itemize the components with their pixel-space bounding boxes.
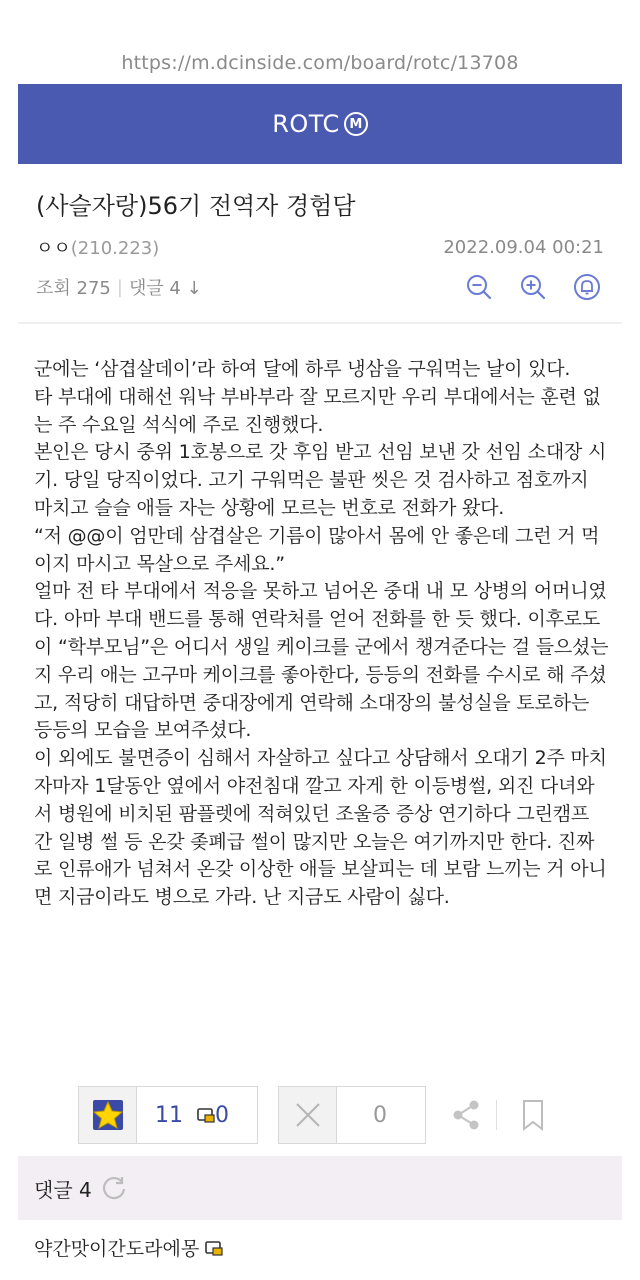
- x-icon[interactable]: [292, 1099, 324, 1131]
- comment-author[interactable]: 약간맛이간도라에몽: [34, 1238, 200, 1260]
- view-count: 조회 275: [36, 278, 111, 299]
- comment-count[interactable]: 댓글 4: [128, 278, 181, 299]
- body-paragraph: 타 부대에 대해선 워낙 부바부라 잘 모르지만 우리 부대에서는 훈련 없는 주 수요일 석식에 주로 진행했다.: [34, 385, 601, 436]
- comment-item: [34, 1234, 223, 1261]
- star-icon[interactable]: [89, 1096, 127, 1134]
- gallery-icon: [197, 1107, 215, 1123]
- author-info[interactable]: [36, 234, 159, 260]
- action-separator: [496, 1100, 497, 1130]
- refresh-icon[interactable]: [100, 1174, 128, 1202]
- recommend-count: 11: [155, 1102, 183, 1128]
- comments-count-label: 댓글 4: [34, 1177, 92, 1202]
- jump-to-comments-link[interactable]: [129, 274, 202, 300]
- url-text[interactable]: https://m.dcinside.com/board/rotc/13708: [121, 52, 519, 74]
- bookmark-icon[interactable]: [520, 1098, 546, 1136]
- share-icon[interactable]: [450, 1098, 482, 1136]
- author-nickname[interactable]: ㅇㅇ: [36, 238, 71, 259]
- header-divider: [18, 322, 622, 324]
- post-actions: [78, 1086, 618, 1146]
- down-arrow-icon[interactable]: ↓: [186, 278, 202, 299]
- nonrecommend-box: [278, 1086, 426, 1144]
- recommend-box: [78, 1086, 258, 1144]
- body-paragraph: 얼마 전 타 부대에서 적응을 못하고 넘어온 중대 내 모 상병의 어머니였다. 아마 부대 밴드를 통해 연락처를 얻어 전화를 한 듯 했다. 이후로도 이 “학부모님”은 어디서 생일 케이크를 군에서 챙겨준다는 걸 들으셨는지 우리 애는 고구마 케이크를 좋아한다, 등등의 전화를 수시로 해 주셨고, 적당히 대답하면 중대장에게 연락해 소대장의 불성실을 토로하는 등등의 모습을 보여주셨다.: [34, 580, 609, 742]
- body-paragraph: 이 외에도 불면증이 심해서 자살하고 싶다고 상담해서 오대기 2주 마치자마자 1달동안 옆에서 야전침대 깔고 자게 한 이등병썰, 외진 다녀와서 병원에 비치된 팜플렛에 적혀있던 조울증 증상 연기하다 그린캠프 간 일병 썰 등 온갖 좆폐급 썰이 많지만 오늘은 여기까지만 한다. 진짜로 인류애가 넘쳐서 온갖 이상한 애들 보살피는 데 보람 느끼는 거 아니면 지금이라도 병으로 가라. 난 지금도 사람이 싫다.: [34, 747, 607, 909]
- gallery-icon: [205, 1240, 223, 1256]
- gallery-name[interactable]: ROTC: [272, 110, 340, 138]
- minor-gallery-badge: M: [344, 112, 368, 136]
- alert-bell-icon[interactable]: [570, 270, 604, 304]
- comments-header: [18, 1156, 622, 1220]
- body-paragraph: “저 @@이 엄만데 삼겹살은 기름이 많아서 몸에 안 좋은데 그런 거 먹이지 마시고 목살으로 주세요.”: [34, 524, 600, 575]
- post-date: 2022.09.04 00:21: [443, 236, 604, 258]
- url-bar[interactable]: [0, 0, 640, 84]
- post-title: (사슬자랑)56기 전역자 경험담: [36, 192, 356, 220]
- stats-separator: |: [116, 276, 123, 298]
- fixed-recommend-count: 0: [215, 1102, 229, 1128]
- body-paragraph: 본인은 당시 중위 1호봉으로 갓 후임 받고 선임 보낸 갓 선임 소대장 시기. 당일 당직이었다. 고기 구워먹은 불판 씻은 것 검사하고 점호까지 마치고 슬슬 애들 자는 상황에 모르는 번호로 전화가 왔다.: [34, 441, 607, 519]
- zoom-in-icon[interactable]: [516, 270, 550, 304]
- post-meta: [36, 234, 604, 260]
- author-ip: (210.223): [70, 238, 160, 259]
- gallery-header[interactable]: [18, 84, 622, 164]
- post-stats: [36, 270, 604, 304]
- post-body: [34, 356, 610, 912]
- nonrecommend-button[interactable]: [279, 1087, 337, 1143]
- fixed-recommend: [197, 1103, 229, 1128]
- recommend-button[interactable]: [79, 1087, 137, 1143]
- zoom-out-icon[interactable]: [462, 270, 496, 304]
- body-paragraph: 군에는 ‘삼겹살데이’라 하여 달에 하루 냉삼을 구워먹는 날이 있다.: [34, 358, 571, 380]
- nonrecommend-count: 0: [373, 1102, 387, 1128]
